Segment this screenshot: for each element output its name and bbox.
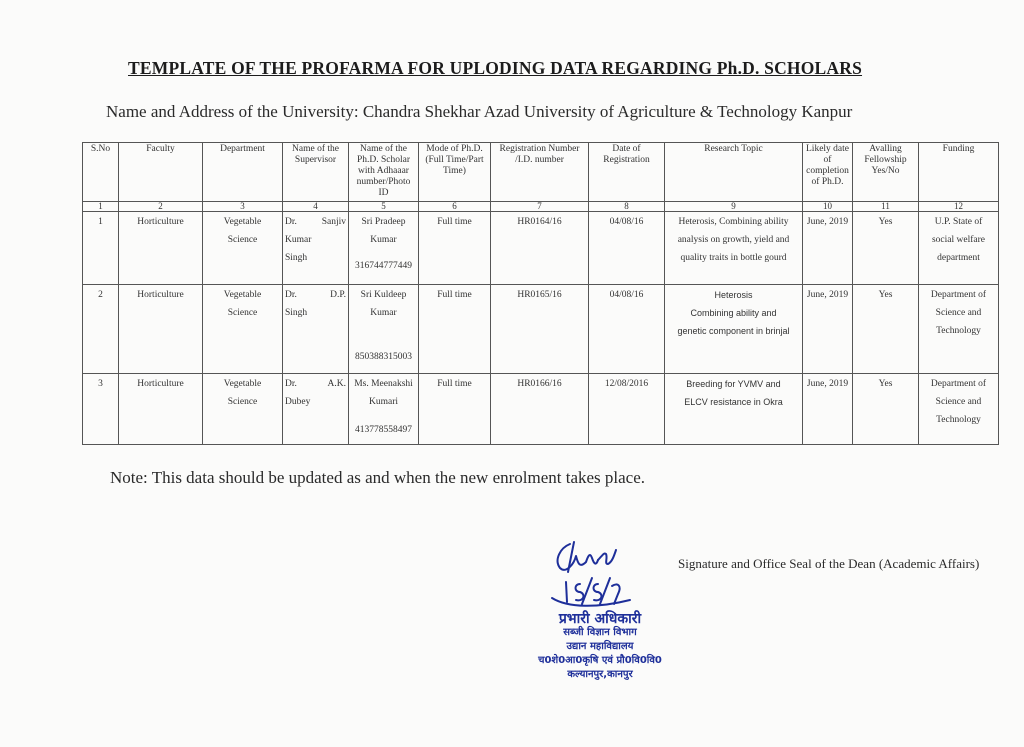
funding-cell	[919, 374, 999, 445]
header-cell: Mode of Ph.D. (Full Time/Part Time)	[419, 143, 491, 202]
seal-line: प्रभारी अधिकारी	[558, 611, 642, 627]
header-row	[83, 143, 999, 202]
column-number: 6	[419, 202, 491, 212]
scholar-cell	[349, 374, 419, 445]
mode-cell: Full time	[419, 285, 491, 374]
header-cell: Research Topic	[665, 143, 803, 202]
research-topic-cell	[665, 374, 803, 445]
scholar-name-line: Kumari	[368, 397, 399, 407]
supervisor-cell	[283, 285, 349, 374]
funding-cell	[919, 285, 999, 374]
office-seal	[520, 612, 680, 682]
topic-line: Breeding for YVMV and	[686, 379, 781, 389]
table-row	[83, 212, 999, 285]
header-cell: Funding	[919, 143, 999, 202]
completion-cell: June, 2019	[803, 212, 853, 285]
department-cell	[203, 285, 283, 374]
department-line: Vegetable	[223, 290, 262, 300]
update-note: Note: This data should be updated as and when the new enrolment takes place.	[110, 468, 646, 487]
sno-cell: 2	[83, 285, 119, 374]
mode-cell: Full time	[419, 374, 491, 445]
aadhaar-number: 850388315003	[355, 352, 412, 362]
seal-line: सब्जी विज्ञान विभाग	[563, 627, 637, 638]
university-line: Name and Address of the University: Chandra Shekhar Azad University of Agriculture & Technology Kanpur	[106, 102, 853, 121]
topic-line: quality traits in bottle gourd	[680, 253, 787, 263]
document-title: TEMPLATE OF THE PROFARMA FOR UPLODING DATA REGARDING Ph.D. SCHOLARS	[128, 58, 863, 78]
column-number: 4	[283, 202, 349, 212]
column-number: 12	[919, 202, 999, 212]
signature-caption: Signature and Office Seal of the Dean (Academic Affairs)	[678, 556, 980, 571]
topic-line: Heterosis, Combining ability	[678, 217, 789, 227]
header-cell: Name of the Supervisor	[283, 143, 349, 202]
handwritten-signature	[548, 538, 648, 614]
completion-cell: June, 2019	[803, 285, 853, 374]
column-number: 3	[203, 202, 283, 212]
seal-line: कल्यानपुर,कानपुर	[567, 669, 633, 680]
supervisor-line: Singh	[285, 253, 308, 263]
registration-number-cell: HR0166/16	[491, 374, 589, 445]
faculty-cell: Horticulture	[119, 374, 203, 445]
funding-line: department	[937, 253, 980, 263]
scholar-name-line: Kumar	[370, 308, 397, 318]
seal-line: उद्यान महाविद्यालय	[566, 641, 634, 652]
topic-line: Combining ability and	[690, 308, 777, 318]
department-cell	[203, 212, 283, 285]
supervisor-line: Singh	[285, 308, 308, 318]
supervisor-line: Dr. D.P.	[285, 290, 346, 300]
faculty-cell: Horticulture	[119, 285, 203, 374]
topic-line: analysis on growth, yield and	[677, 235, 790, 245]
sno-cell: 3	[83, 374, 119, 445]
header-cell: Registration Number /I.D. number	[491, 143, 589, 202]
department-line: Science	[227, 308, 258, 318]
column-number: 1	[83, 202, 119, 212]
scholar-cell	[349, 212, 419, 285]
registration-number-cell: HR0165/16	[491, 285, 589, 374]
funding-line: social welfare	[931, 235, 985, 245]
completion-cell: June, 2019	[803, 374, 853, 445]
column-number: 7	[491, 202, 589, 212]
research-topic-cell	[665, 212, 803, 285]
column-number: 5	[349, 202, 419, 212]
header-cell: Department	[203, 143, 283, 202]
research-topic-cell	[665, 285, 803, 374]
header-cell: Name of the Ph.D. Scholar with Adhaaar number/Photo ID	[349, 143, 419, 202]
registration-number-cell: HR0164/16	[491, 212, 589, 285]
aadhaar-number: 413778558497	[355, 425, 412, 435]
header-cell: S.No	[83, 143, 119, 202]
scholar-name-line: Sri Kuldeep	[360, 290, 407, 300]
column-number: 9	[665, 202, 803, 212]
header-cell: Likely date of completion of Ph.D.	[803, 143, 853, 202]
column-number: 10	[803, 202, 853, 212]
supervisor-cell	[283, 374, 349, 445]
funding-line: Science and	[935, 397, 982, 407]
department-cell	[203, 374, 283, 445]
registration-date-cell: 04/08/16	[589, 285, 665, 374]
topic-line: genetic component in brinjal	[677, 326, 790, 336]
fellowship-cell: Yes	[853, 285, 919, 374]
fellowship-cell: Yes	[853, 374, 919, 445]
supervisor-line: Dubey	[285, 397, 311, 407]
column-number: 8	[589, 202, 665, 212]
scholar-name-line: Ms. Meenakshi	[354, 379, 413, 389]
supervisor-cell	[283, 212, 349, 285]
column-number-row	[83, 202, 999, 212]
funding-line: Department of	[930, 379, 987, 389]
funding-line: Science and	[935, 308, 982, 318]
fellowship-cell: Yes	[853, 212, 919, 285]
table-row	[83, 374, 999, 445]
column-number: 11	[853, 202, 919, 212]
department-line: Vegetable	[223, 379, 262, 389]
funding-line: U.P. State of	[934, 217, 983, 227]
registration-date-cell: 04/08/16	[589, 212, 665, 285]
funding-line: Technology	[936, 415, 981, 425]
seal-line: च0शे0आ0कृषि एवं प्रौ0वि0वि0	[538, 655, 662, 666]
scholar-cell	[349, 285, 419, 374]
funding-cell	[919, 212, 999, 285]
funding-line: Department of	[930, 290, 987, 300]
header-cell: Avalling Fellowship Yes/No	[853, 143, 919, 202]
scholar-name-line: Sri Pradeep	[361, 217, 406, 227]
faculty-cell: Horticulture	[119, 212, 203, 285]
column-number: 2	[119, 202, 203, 212]
aadhaar-number: 316744777449	[355, 261, 412, 271]
header-cell: Date of Registration	[589, 143, 665, 202]
department-line: Vegetable	[223, 217, 262, 227]
funding-line: Technology	[936, 326, 981, 336]
department-line: Science	[227, 235, 258, 245]
supervisor-line: Kumar	[285, 235, 312, 245]
scholars-table	[82, 142, 999, 445]
mode-cell: Full time	[419, 212, 491, 285]
supervisor-line: Dr. A.K.	[285, 379, 346, 389]
topic-line: Heterosis	[714, 290, 753, 300]
registration-date-cell: 12/08/2016	[589, 374, 665, 445]
topic-line: ELCV resistance in Okra	[684, 397, 783, 407]
scholar-name-line: Kumar	[370, 235, 397, 245]
supervisor-line: Dr. Sanjiv	[285, 217, 346, 227]
department-line: Science	[227, 397, 258, 407]
sno-cell: 1	[83, 212, 119, 285]
table-row	[83, 285, 999, 374]
header-cell: Faculty	[119, 143, 203, 202]
